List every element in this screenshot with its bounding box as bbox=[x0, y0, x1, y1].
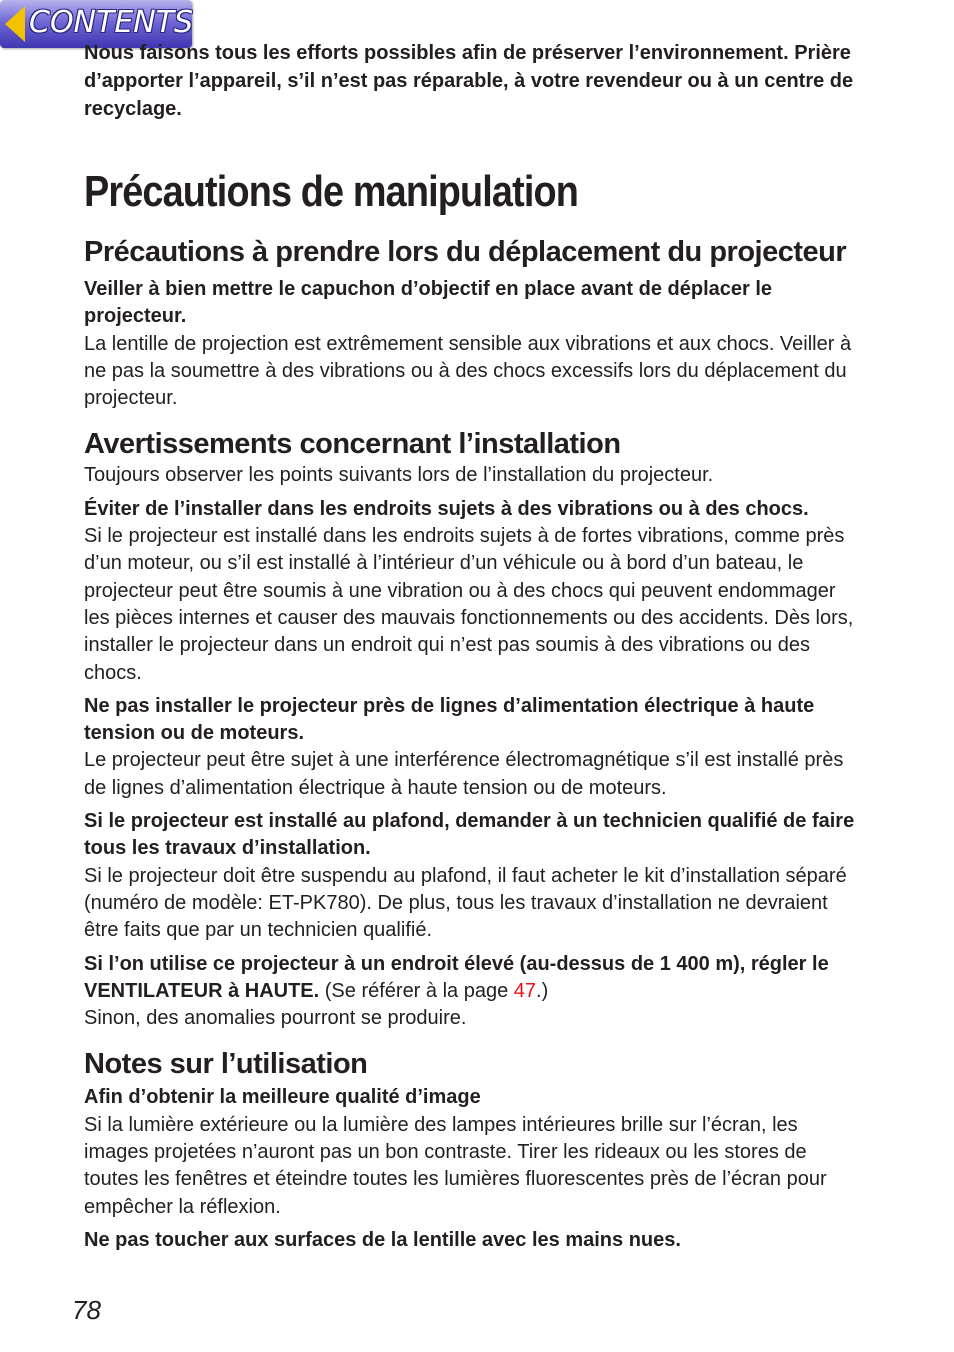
page-link-47[interactable]: 47 bbox=[513, 979, 537, 1002]
ref-prefix: (Se référer à la page bbox=[319, 979, 514, 1002]
contents-label: CONTENTS bbox=[29, 5, 194, 40]
warning-ceiling: Si le projecteur est installé au plafond, demander à un technicien qualifié de faire tous les travaux d’installation. bbox=[84, 810, 855, 860]
section-heading-usage: Notes sur l’utilisation bbox=[84, 1048, 368, 1081]
section-install bbox=[84, 426, 864, 1032]
intro-text: Nous faisons tous les efforts possibles afin de préserver l’environnement. Prière d’apporter l’appareil, s’il n’est pas réparable, à votre revendeur ou à un centre de recyclage. bbox=[84, 42, 854, 120]
body-image-quality: Si la lumière extérieure ou la lumière des lampes intérieures brille sur l’écran, les images projetées n’auront pas un bon contraste. Tirer les rideaux ou les stores de toutes les fenêtres et éteindre toutes les lumières fluorescentes près de l’écran pour empêcher la réflexion. bbox=[84, 1113, 827, 1218]
warning-power-lines: Ne pas installer le projecteur près de lignes d’alimentation électrique à haute tension ou de moteurs. bbox=[84, 694, 815, 745]
body-ceiling: Si le projecteur doit être suspendu au plafond, il faut acheter le kit d’installation séparé (numéro de modèle: ET-PK780). De plus, tous les travaux d’installation ne devraient être faits que par un technicien qualifié. bbox=[84, 864, 847, 942]
warning-vibrations: Éviter de l’installer dans les endroits sujets à des vibrations ou à des chocs. bbox=[84, 497, 809, 520]
body-lens-cap: La lentille de projection est extrêmement sensible aux vibrations et aux chocs. Veiller à ne pas la soumettre à des vibrations ou à des chocs excessifs lors du déplacement du projecteur. bbox=[84, 332, 852, 410]
body-altitude: Sinon, des anomalies pourront se produire. bbox=[84, 1007, 467, 1030]
ref-suffix: .) bbox=[536, 979, 549, 1002]
section-heading-install: Avertissements concernant l’installation bbox=[84, 428, 621, 461]
warning-lens-cap: Veiller à bien mettre le capuchon d’objectif en place avant de déplacer le projecteur. bbox=[84, 278, 773, 328]
section-heading-moving: Précautions à prendre lors du déplacement du projecteur bbox=[84, 236, 847, 268]
install-intro: Toujours observer les points suivants lors de l’installation du projecteur. bbox=[84, 464, 714, 487]
warning-altitude: Si l’on utilise ce projecteur à un endroit élevé (au-dessus de 1 400 m), régler le VENTILATEUR à HAUTE. bbox=[84, 952, 829, 1002]
warning-lens-touch: Ne pas toucher aux surfaces de la lentille avec les mains nues. bbox=[84, 1228, 681, 1251]
altitude-paragraph bbox=[84, 951, 864, 1006]
section-moving bbox=[84, 234, 864, 412]
body-vibrations: Si le projecteur est installé dans les endroits sujets à de fortes vibrations, comme près d’un moteur, ou s’il est installé à l’intérieur d’un véhicule ou à bord d’un bateau, le projecteur peut être soumis à une vibration ou à des chocs qui peuvent endommager les pièces internes et causer des mauvais fonctionnements ou des accidents. Dès lors, installer le projecteur dans un endroit qui n’est pas soumis à des vibrations ou des chocs. bbox=[84, 525, 854, 684]
page-title: Précautions de manipulation bbox=[84, 167, 579, 216]
warning-image-quality: Afin d’obtenir la meilleure qualité d’image bbox=[84, 1086, 481, 1109]
section-usage bbox=[84, 1046, 864, 1254]
body-power-lines: Le projecteur peut être sujet à une interférence électromagnétique s’il est installé près de lignes d’alimentation électrique à haute tension ou de moteurs. bbox=[84, 749, 844, 799]
page-content bbox=[84, 39, 864, 1254]
arrow-left-icon bbox=[5, 6, 25, 42]
page-number: 78 bbox=[72, 1295, 101, 1325]
